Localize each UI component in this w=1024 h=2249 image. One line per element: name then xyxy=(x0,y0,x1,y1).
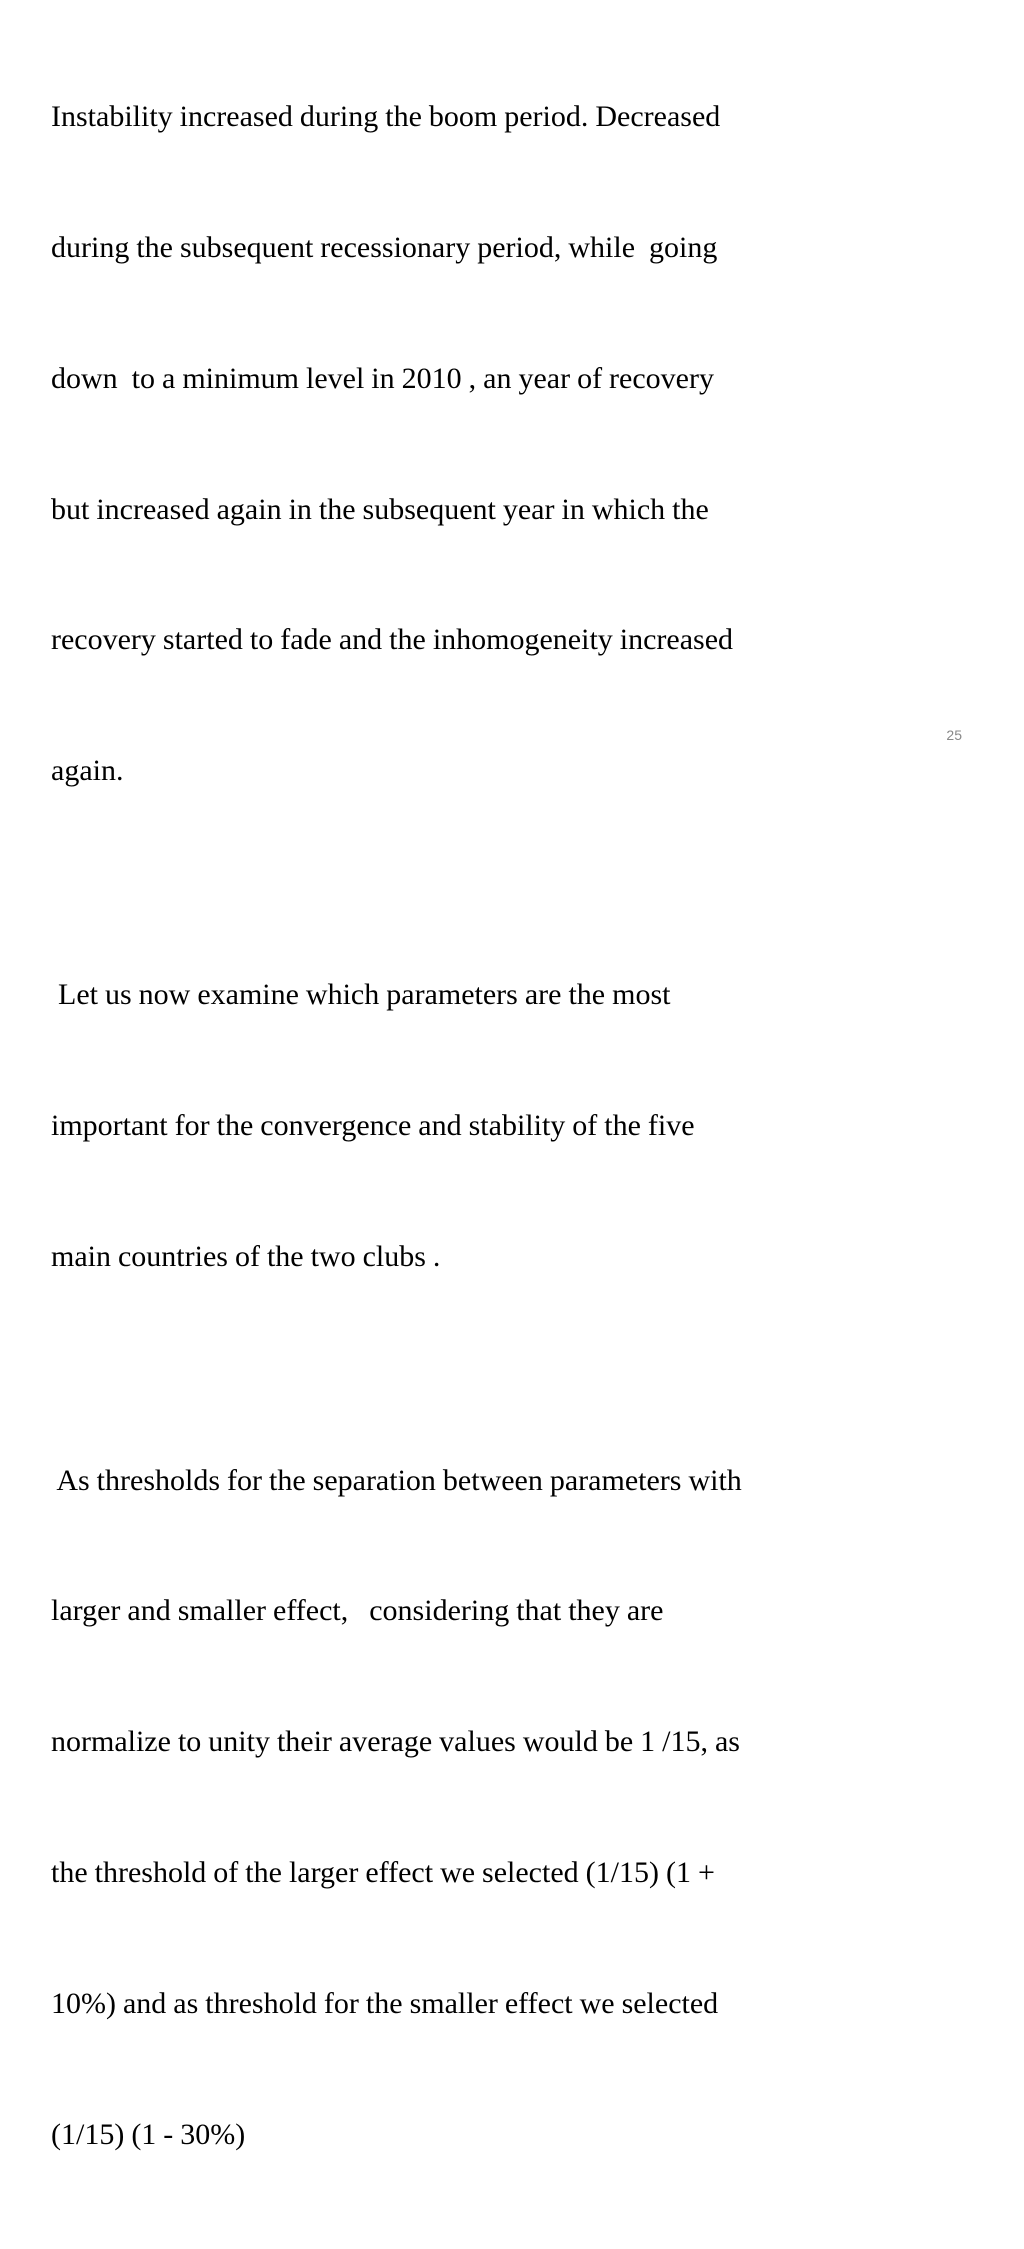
text-line: normalize to unity their average values would be 1 /15, as xyxy=(51,1725,740,1759)
text-line: the threshold of the larger effect we selected (1/15) (1 + xyxy=(51,1855,715,1889)
text-line: important for the convergence and stability of the five xyxy=(51,1108,695,1142)
text-line: Let us now examine which parameters are the most xyxy=(51,978,671,1012)
text-line: again. xyxy=(51,754,124,788)
paragraph-thresholds xyxy=(51,1371,981,2243)
text-line: recovery started to fade and the inhomogeneity increased xyxy=(51,623,734,657)
text-line: but increased again in the subsequent year in which the xyxy=(51,492,709,526)
text-line: 10%) and as threshold for the smaller effect we selected xyxy=(51,1986,719,2020)
text-line: main countries of the two clubs . xyxy=(51,1239,441,1273)
slide-body xyxy=(51,8,981,2249)
text-line: Instability increased during the boom period. Decreased xyxy=(51,100,721,134)
text-line: (1/15) (1 - 30%) xyxy=(51,2117,246,2151)
text-line: As thresholds for the separation between parameters with xyxy=(51,1463,742,1497)
text-line: down to a minimum level in 2010 , an year of recovery xyxy=(51,361,714,395)
paragraph-parameters xyxy=(51,886,981,1366)
text-line: during the subsequent recessionary period, while going xyxy=(51,230,718,264)
paragraph-instability xyxy=(51,8,981,880)
text-line: larger and smaller effect, considering that they are xyxy=(51,1594,664,1628)
slide-number: 25 xyxy=(946,727,962,743)
